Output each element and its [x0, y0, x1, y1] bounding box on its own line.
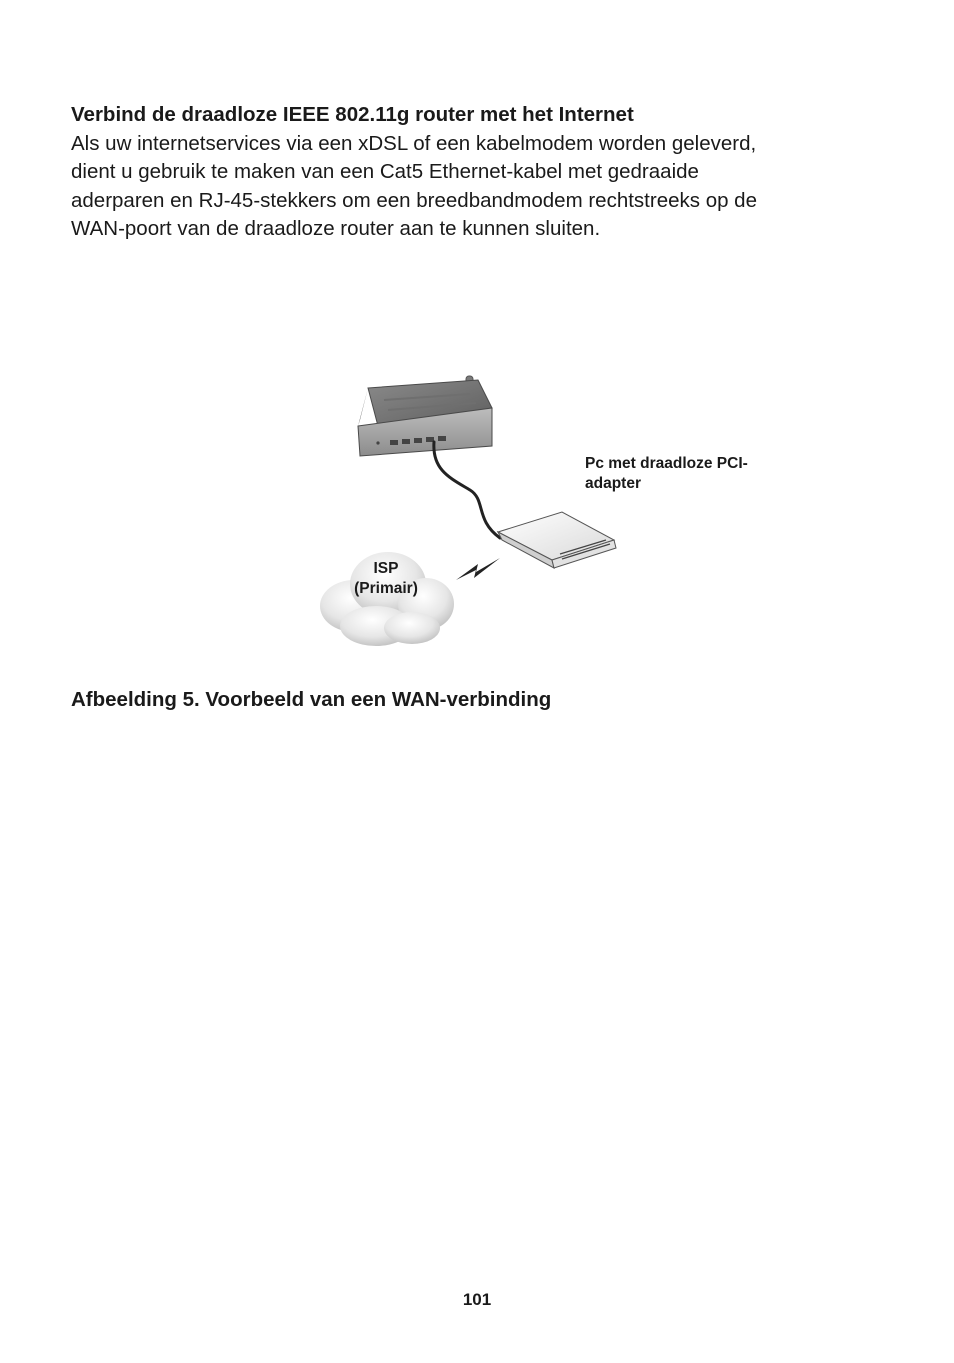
ethernet-cable-icon [434, 442, 500, 538]
isp-label-line: ISP [373, 560, 399, 577]
paragraph-line: Als uw internetservices via een xDSL of een kabelmodem worden geleverd, [71, 131, 757, 155]
pc-adapter-icon [498, 512, 616, 568]
figure-caption: Afbeelding 5. Voorbeeld van een WAN-verbinding [71, 688, 552, 711]
paragraph-line: aderparen en RJ-45-stekkers om een breedbandmodem rechtstreeks op de [71, 188, 757, 212]
wan-connection-figure [300, 360, 800, 660]
page-number: 101 [462, 1290, 492, 1309]
section-heading: Verbind de draadloze IEEE 802.11g router met het Internet [71, 103, 634, 126]
pc-label-line: Pc met draadloze PCI- [585, 455, 748, 472]
paragraph-line: WAN-poort van de draadloze router aan te kunnen sluiten. [71, 217, 601, 240]
section-paragraph [71, 130, 891, 244]
section [71, 101, 891, 244]
pc-adapter-label [585, 454, 795, 494]
pc-label-line: adapter [585, 475, 641, 492]
wireless-signal-icon [456, 558, 500, 580]
isp-label-line: (Primair) [354, 580, 418, 597]
isp-label [342, 559, 430, 599]
paragraph-line: dient u gebruik te maken van een Cat5 Ethernet-kabel met gedraaide [71, 160, 699, 183]
wireless-router-icon [358, 376, 492, 456]
